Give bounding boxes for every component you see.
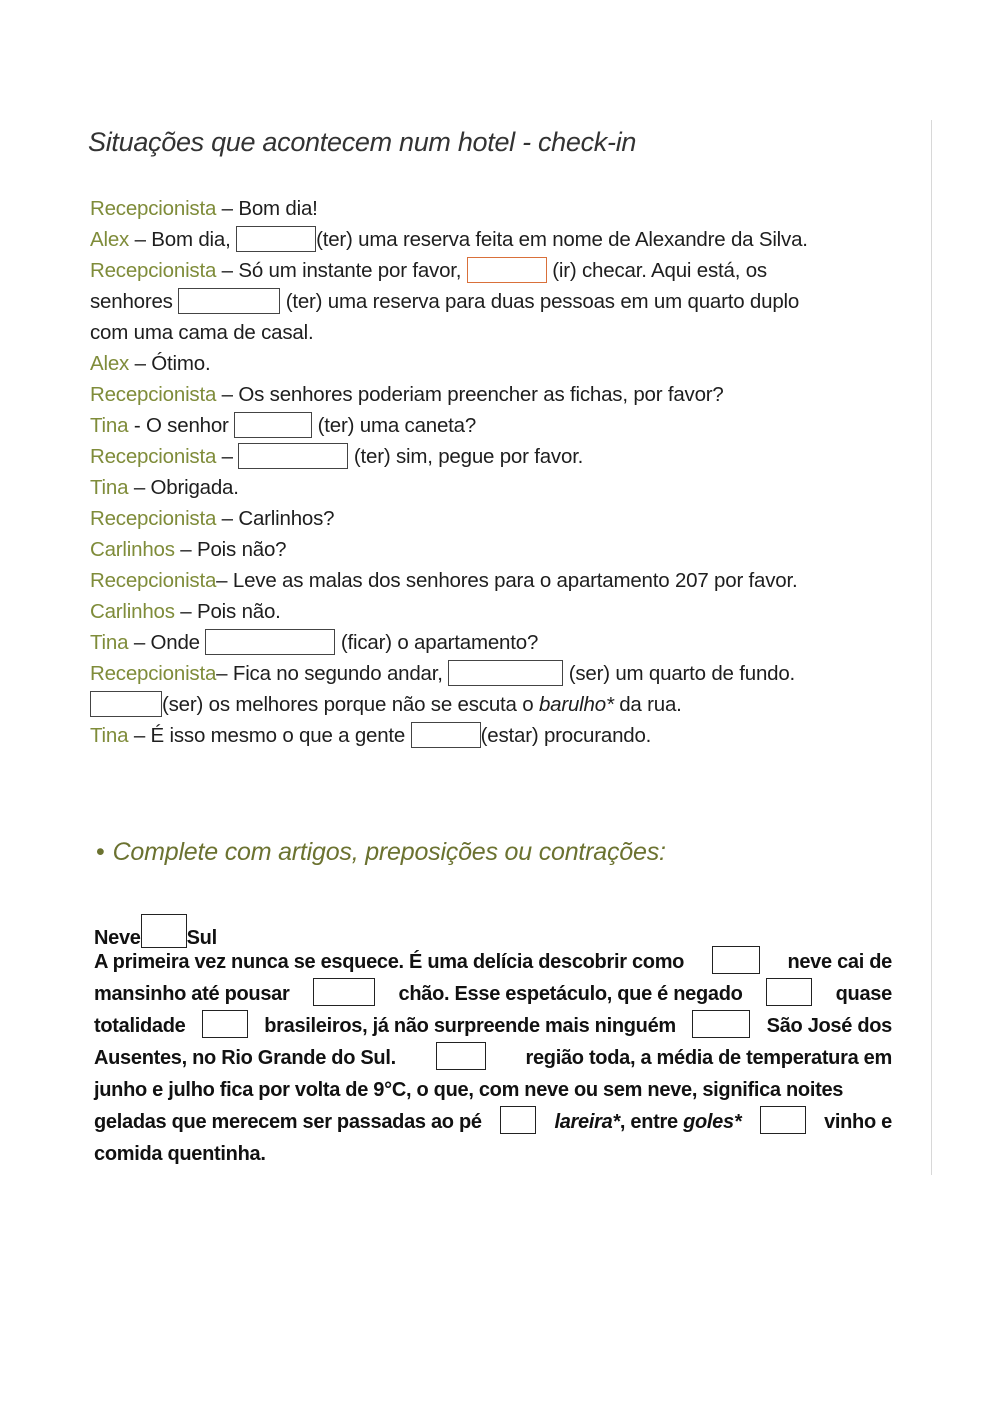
line-text: – Os senhores poderiam preencher as fichas, por favor? [216, 383, 724, 406]
speaker: Recepcionista [90, 569, 217, 592]
page-title: Situações que acontecem num hotel - check-in [88, 127, 637, 157]
line-text: (ter) uma caneta? [312, 414, 477, 437]
passage-text-italic: goles* [683, 1111, 742, 1133]
line-text: – Obrigada. [128, 476, 239, 499]
line-text: - O senhor [128, 414, 235, 437]
line-text: com uma cama de casal. [90, 321, 314, 344]
passage-text: Ausentes, no Rio Grande do Sul. [94, 1047, 396, 1069]
answer-box[interactable] [766, 978, 812, 1006]
answer-box[interactable] [205, 629, 335, 655]
passage-line [94, 1138, 904, 1170]
section-title [96, 838, 666, 867]
speaker: Alex [90, 228, 130, 251]
passage-text: São José dos [766, 1015, 892, 1037]
dialogue-line [90, 317, 890, 348]
passage-text: mansinho até pousar [94, 983, 290, 1005]
dialogue-line [90, 224, 890, 255]
answer-box[interactable] [467, 257, 547, 283]
answer-box[interactable] [500, 1106, 536, 1134]
line-text: (ser) um quarto de fundo. [563, 662, 796, 685]
line-text: da rua. [613, 693, 682, 716]
speaker: Recepcionista [90, 445, 217, 468]
answer-box[interactable] [238, 443, 348, 469]
dialogue-line [90, 503, 890, 534]
dialogue-line [90, 255, 890, 286]
passage-text: quase [835, 983, 892, 1005]
dialogue-line [90, 441, 890, 472]
speaker: Recepcionista [90, 197, 217, 220]
page-edge [931, 120, 932, 1175]
line-text: – Ótimo. [129, 352, 211, 375]
speaker: Carlinhos [90, 600, 175, 623]
line-text: – Pois não? [174, 538, 287, 561]
line-text: (ter) uma reserva para duas pessoas em um quarto duplo [280, 290, 800, 313]
speaker: Recepcionista [90, 383, 217, 406]
passage-text: Neve [94, 927, 141, 949]
passage-text: comida quentinha. [94, 1143, 266, 1165]
speaker: Tina [90, 724, 129, 747]
passage-text: totalidade [94, 1015, 186, 1037]
passage-line [94, 978, 892, 1010]
line-text-italic: barulho* [538, 693, 614, 716]
dialogue-line [90, 689, 890, 720]
dialogue [90, 193, 890, 751]
passage-line [94, 1042, 892, 1074]
passage [94, 914, 904, 1170]
dialogue-line [90, 627, 890, 658]
dialogue-line [90, 720, 890, 751]
line-text: – É isso mesmo o que a gente [128, 724, 411, 747]
passage-line [94, 1074, 904, 1106]
passage-text: A primeira vez nunca se esquece. É uma delícia descobrir como [94, 951, 685, 973]
passage-line [94, 1010, 892, 1042]
passage-text: região toda, a média de temperatura em [525, 1047, 892, 1069]
speaker: Tina [90, 476, 129, 499]
line-text: – Pois não. [174, 600, 281, 623]
dialogue-line [90, 565, 890, 596]
dialogue-line [90, 193, 890, 224]
section-title-text: Complete com artigos, preposições ou contrações: [112, 838, 666, 866]
answer-box[interactable] [411, 722, 481, 748]
passage-text-group [554, 1106, 741, 1138]
line-text: (ficar) o apartamento? [335, 631, 539, 654]
passage-text: Sul [186, 927, 217, 949]
line-text: (ter) sim, pegue por favor. [348, 445, 584, 468]
answer-box[interactable] [436, 1042, 486, 1070]
bullet: • [96, 838, 105, 866]
answer-box[interactable] [448, 660, 563, 686]
answer-box[interactable] [712, 946, 760, 974]
speaker: Alex [90, 352, 130, 375]
speaker: Tina [90, 631, 129, 654]
dialogue-line [90, 379, 890, 410]
answer-box[interactable] [90, 691, 162, 717]
line-text: – Fica no segundo andar, [216, 662, 449, 685]
passage-text: neve cai de [787, 951, 892, 973]
answer-box[interactable] [141, 914, 187, 948]
line-text: – Onde [128, 631, 206, 654]
passage-text: brasileiros, já não surpreende mais ninguém [264, 1015, 676, 1037]
answer-box[interactable] [313, 978, 375, 1006]
speaker: Recepcionista [90, 507, 217, 530]
passage-text: vinho e [824, 1111, 892, 1133]
dialogue-line [90, 348, 890, 379]
answer-box[interactable] [236, 226, 316, 252]
line-text: – Carlinhos? [216, 507, 335, 530]
answer-box[interactable] [234, 412, 312, 438]
speaker: Carlinhos [90, 538, 175, 561]
passage-heading [94, 914, 904, 949]
passage-text: junho e julho fica por volta de 9°C, o que, com neve ou sem neve, significa noites [94, 1079, 844, 1101]
dialogue-line [90, 596, 890, 627]
line-text: senhores [90, 290, 179, 313]
line-text: – Só um instante por favor, [216, 259, 467, 282]
line-text: (ir) checar. Aqui está, os [546, 259, 767, 282]
passage-text: geladas que merecem ser passadas ao pé [94, 1111, 482, 1133]
passage-line [94, 946, 892, 978]
speaker: Recepcionista [90, 662, 217, 685]
dialogue-line [90, 658, 890, 689]
passage-text: , entre [619, 1111, 684, 1133]
passage-line [94, 1106, 892, 1138]
passage-text-italic: lareira* [554, 1111, 620, 1133]
dialogue-line [90, 286, 890, 317]
dialogue-line [90, 410, 890, 441]
answer-box[interactable] [202, 1010, 248, 1038]
line-text: – Bom dia, [129, 228, 237, 251]
line-text: – [216, 445, 239, 468]
dialogue-line [90, 472, 890, 503]
dialogue-line [90, 534, 890, 565]
line-text: (estar) procurando. [480, 724, 652, 747]
line-text: – Bom dia! [216, 197, 318, 220]
answer-box[interactable] [760, 1106, 806, 1134]
answer-box[interactable] [692, 1010, 750, 1038]
passage-text: chão. Esse espetáculo, que é negado [398, 983, 743, 1005]
speaker: Tina [90, 414, 129, 437]
line-text: (ser) os melhores porque não se escuta o [162, 693, 539, 716]
line-text: (ter) uma reserva feita em nome de Alexandre da Silva. [316, 228, 808, 251]
line-text: – Leve as malas dos senhores para o apartamento 207 por favor. [216, 569, 798, 592]
answer-box[interactable] [178, 288, 280, 314]
speaker: Recepcionista [90, 259, 217, 282]
